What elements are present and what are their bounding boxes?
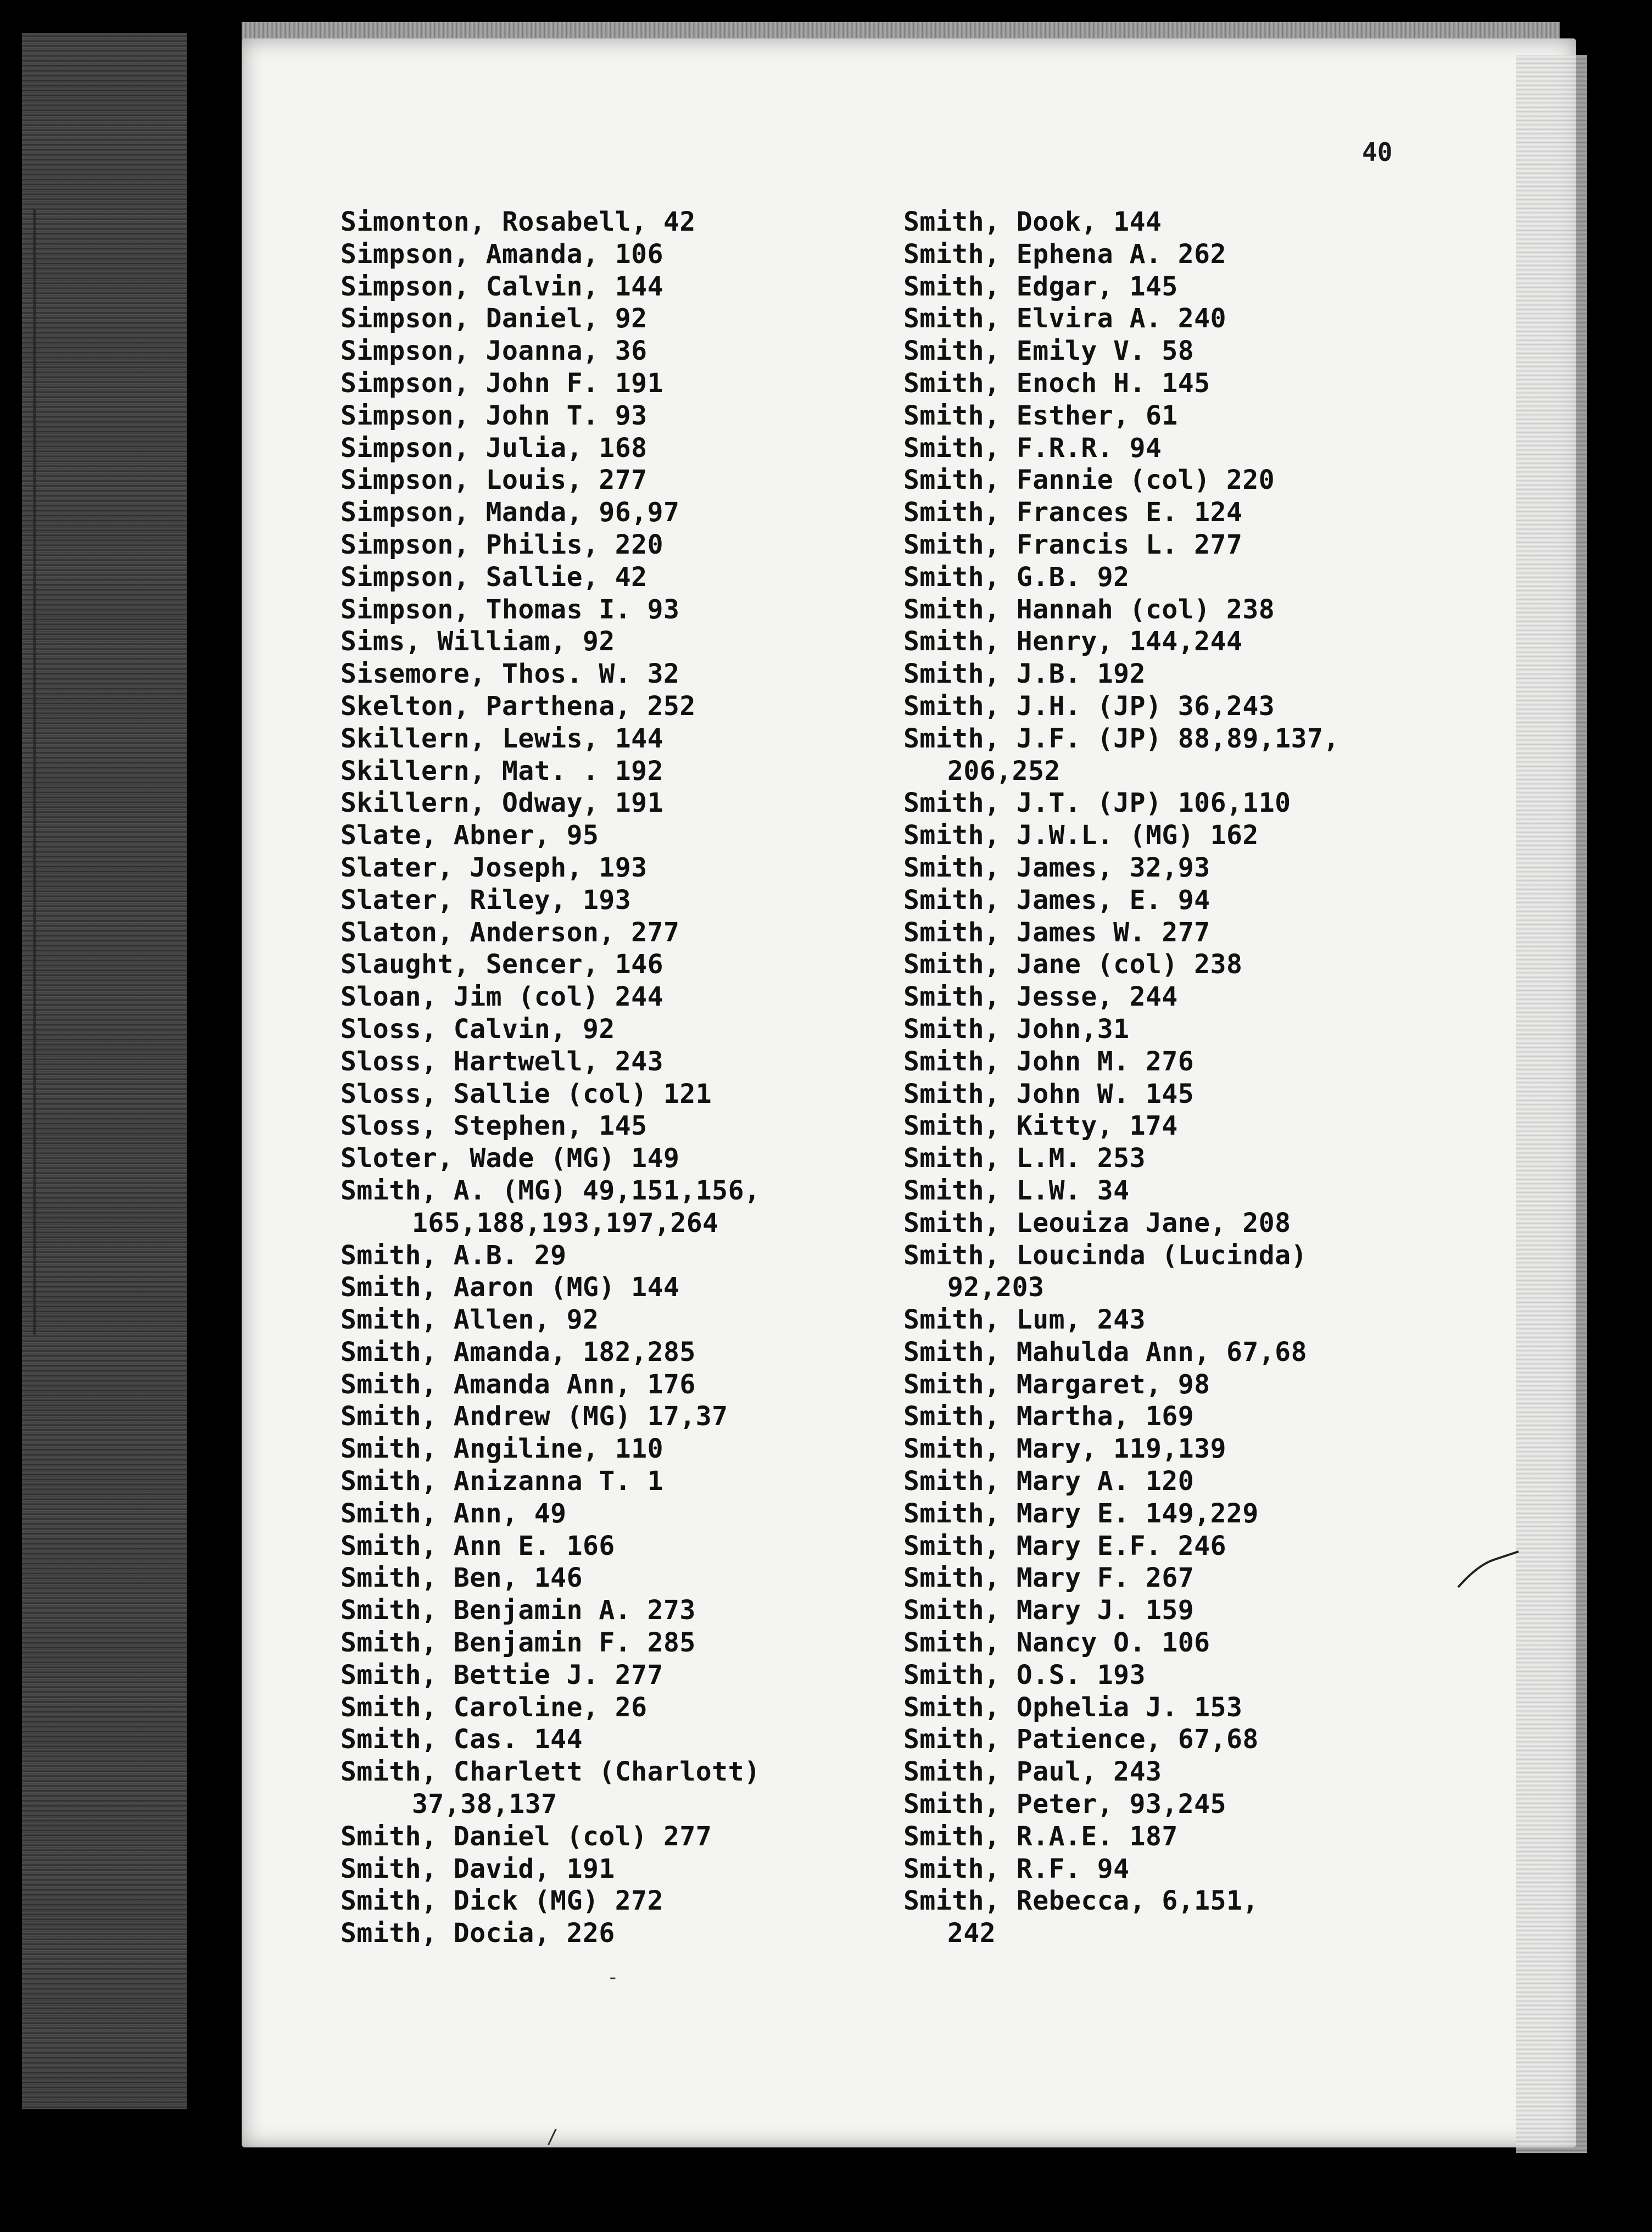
index-entry: Sims, William, 92 [341, 626, 615, 657]
index-entry: Smith, F.R.R. 94 [903, 432, 1162, 464]
index-entry: Smith, Patience, 67,68 [903, 1724, 1259, 1755]
index-entry: Smith, Ann, 49 [341, 1498, 567, 1529]
index-entry: Smith, A.B. 29 [341, 1240, 567, 1271]
left-index-column [341, 206, 890, 1950]
index-entry: Smith, Hannah (col) 238 [903, 594, 1275, 625]
index-entry: Smith, Mary, 119,139 [903, 1433, 1226, 1465]
page-number: 40 [1362, 137, 1393, 167]
index-entry: Smith, Amanda Ann, 176 [341, 1369, 696, 1400]
index-entry: Sloan, Jim (col) 244 [341, 981, 663, 1013]
index-entry: Smith, J.T. (JP) 106,110 [903, 788, 1291, 819]
ink-mark: - [607, 1966, 619, 1989]
index-entry: Smith, Nancy O. 106 [903, 1627, 1210, 1659]
index-entry: Smith, Aaron (MG) 144 [341, 1272, 680, 1303]
adjacent-page-shadow [33, 209, 102, 1335]
index-entry: Simpson, Joanna, 36 [341, 336, 648, 367]
index-entry: Smith, Bettie J. 277 [341, 1659, 663, 1690]
index-entry: Smith, Angiline, 110 [341, 1433, 663, 1465]
index-entry: Smith, O.S. 193 [903, 1659, 1146, 1690]
index-entry: Smith, Lum, 243 [903, 1304, 1146, 1336]
index-entry: Sisemore, Thos. W. 32 [341, 659, 680, 690]
index-entry: Smith, Loucinda (Lucinda) [903, 1240, 1307, 1271]
index-entry: Smith, A. (MG) 49,151,156, [341, 1175, 761, 1206]
index-entry: Smith, Caroline, 26 [341, 1692, 648, 1723]
index-entry: Simpson, Philis, 220 [341, 529, 663, 560]
index-entry: Skillern, Lewis, 144 [341, 723, 663, 754]
index-entry: Smith, L.W. 34 [903, 1175, 1130, 1206]
index-entry: Smith, Mary F. 267 [903, 1563, 1195, 1594]
index-entry: Smith, Elvira A. 240 [903, 303, 1226, 334]
index-entry: Simpson, John T. 93 [341, 400, 648, 431]
index-entry: Smith, Ophelia J. 153 [903, 1692, 1243, 1723]
index-entry: Smith, Allen, 92 [341, 1304, 599, 1336]
index-entry: Sloss, Hartwell, 243 [341, 1046, 663, 1077]
index-entry: Simonton, Rosabell, 42 [341, 207, 696, 237]
index-entry: Smith, Cas. 144 [341, 1724, 583, 1755]
index-entry: Smith, John W. 145 [903, 1078, 1195, 1109]
index-entry: Smith, Mary E.F. 246 [903, 1530, 1226, 1561]
index-entry: Smith, J.B. 192 [903, 659, 1146, 690]
index-entry: Smith, J.W.L. (MG) 162 [903, 820, 1259, 851]
index-entry: Smith, Mary A. 120 [903, 1466, 1195, 1497]
index-entry: Smith, Anizanna T. 1 [341, 1466, 663, 1497]
index-entry: Smith, Ephena A. 262 [903, 238, 1226, 270]
ink-squiggle [1455, 1549, 1521, 1593]
index-entry: Sloss, Stephen, 145 [341, 1111, 648, 1142]
ink-mark: / [546, 2125, 559, 2148]
index-entry: Skillern, Odway, 191 [341, 788, 663, 819]
index-entry: Smith, Charlett (Charlott) [341, 1756, 761, 1788]
index-entry: Smith, Frances E. 124 [903, 497, 1243, 528]
index-entry: Smith, J.F. (JP) 88,89,137, [903, 723, 1340, 754]
index-entry: 92,203 [947, 1272, 1045, 1303]
index-entry: Simpson, John F. 191 [341, 367, 663, 399]
index-entry: Smith, Enoch H. 145 [903, 367, 1210, 399]
index-entry: Smith, L.M. 253 [903, 1143, 1146, 1174]
index-entry: Simpson, Sallie, 42 [341, 561, 648, 593]
index-entry: Smith, Ann E. 166 [341, 1530, 615, 1561]
index-entry: Smith, Benjamin F. 285 [341, 1627, 696, 1659]
index-entry: Smith, Martha, 169 [903, 1401, 1195, 1432]
index-entry: Sloter, Wade (MG) 149 [341, 1143, 680, 1174]
index-entry: Smith, Kitty, 174 [903, 1111, 1178, 1142]
index-entry: 206,252 [947, 755, 1061, 786]
index-entry: Simpson, Daniel, 92 [341, 303, 648, 334]
index-entry: Simpson, Calvin, 144 [341, 271, 663, 302]
index-entry: Smith, Esther, 61 [903, 400, 1178, 431]
index-entry: Smith, Dick (MG) 272 [341, 1885, 663, 1917]
index-entry: Smith, John M. 276 [903, 1046, 1195, 1077]
index-entry: 37,38,137 [412, 1789, 557, 1820]
index-entry: Smith, G.B. 92 [903, 561, 1130, 593]
index-entry: Slaton, Anderson, 277 [341, 917, 680, 948]
index-entry: Smith, R.A.E. 187 [903, 1821, 1178, 1852]
index-entry: 242 [947, 1918, 996, 1949]
index-entry: Skelton, Parthena, 252 [341, 690, 696, 722]
page-right-edge [1516, 55, 1587, 2153]
index-entry: Simpson, Julia, 168 [341, 432, 648, 464]
index-entry: Smith, Mahulda Ann, 67,68 [903, 1336, 1307, 1368]
index-entry: Smith, Leouiza Jane, 208 [903, 1207, 1291, 1238]
index-entry: Slate, Abner, 95 [341, 820, 599, 851]
index-entry: Smith, James W. 277 [903, 917, 1210, 948]
index-entry: Smith, Mary E. 149,229 [903, 1498, 1259, 1529]
index-entry: Sloss, Sallie (col) 121 [341, 1078, 712, 1109]
index-entry: Smith, R.F. 94 [903, 1853, 1130, 1884]
index-entry: Smith, Amanda, 182,285 [341, 1336, 696, 1368]
index-entry: Sloss, Calvin, 92 [341, 1013, 615, 1045]
index-entry: Smith, Andrew (MG) 17,37 [341, 1401, 728, 1432]
right-index-column [903, 206, 1486, 1950]
index-entry: Smith, James, E. 94 [903, 884, 1210, 916]
index-entry: Smith, Daniel (col) 277 [341, 1821, 712, 1852]
index-entry: 165,188,193,197,264 [412, 1207, 719, 1238]
index-entry: Skillern, Mat. . 192 [341, 755, 663, 786]
index-entry: Smith, John,31 [903, 1013, 1130, 1045]
index-entry: Smith, Henry, 144,244 [903, 626, 1243, 657]
index-entry: Smith, Rebecca, 6,151, [903, 1885, 1259, 1917]
index-entry: Smith, Jesse, 244 [903, 981, 1178, 1013]
index-entry: Smith, Paul, 243 [903, 1756, 1162, 1788]
index-entry: Smith, Jane (col) 238 [903, 949, 1243, 980]
index-entry: Simpson, Manda, 96,97 [341, 497, 680, 528]
index-entry: Smith, Margaret, 98 [903, 1369, 1210, 1400]
index-entry: Slater, Joseph, 193 [341, 852, 648, 883]
index-entry: Simpson, Thomas I. 93 [341, 594, 680, 625]
index-entry: Simpson, Louis, 277 [341, 465, 648, 496]
index-entry: Smith, J.H. (JP) 36,243 [903, 690, 1275, 722]
index-entry: Smith, Edgar, 145 [903, 271, 1178, 302]
index-entry: Smith, Mary J. 159 [903, 1595, 1195, 1626]
index-entry: Smith, Fannie (col) 220 [903, 465, 1275, 496]
index-entry: Simpson, Amanda, 106 [341, 238, 663, 270]
index-entry: Smith, Dook, 144 [903, 207, 1162, 237]
index-entry: Smith, Docia, 226 [341, 1918, 615, 1949]
index-entry: Slaught, Sencer, 146 [341, 949, 663, 980]
index-entry: Smith, David, 191 [341, 1853, 615, 1884]
index-entry: Smith, Peter, 93,245 [903, 1789, 1226, 1820]
index-entry: Smith, Emily V. 58 [903, 336, 1195, 367]
index-entry: Smith, Benjamin A. 273 [341, 1595, 696, 1626]
index-entry: Smith, James, 32,93 [903, 852, 1210, 883]
index-entry: Smith, Francis L. 277 [903, 529, 1243, 560]
index-entry: Slater, Riley, 193 [341, 884, 632, 916]
index-entry: Smith, Ben, 146 [341, 1563, 583, 1594]
